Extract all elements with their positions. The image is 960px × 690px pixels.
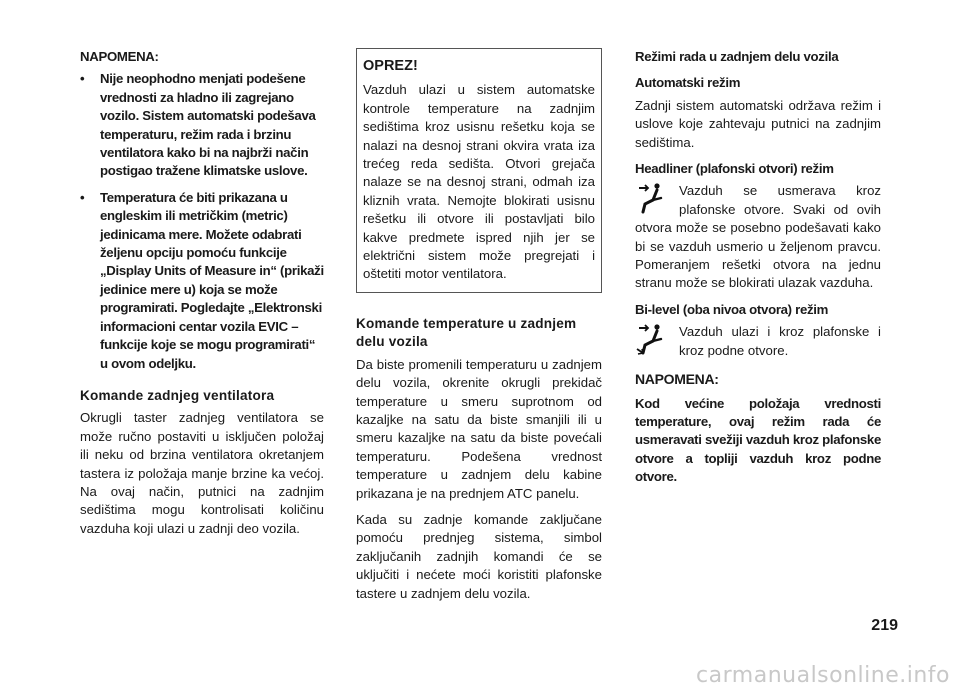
caution-title: OPREZ!: [363, 58, 418, 74]
bilevel-mode-icon: [635, 323, 675, 357]
page-number: 219: [871, 617, 898, 634]
caution-box: [356, 48, 602, 293]
headliner-mode-heading: Headliner (plafonski otvori) režim: [635, 161, 834, 177]
fan-controls-text: Okrugli taster zadnjeg ventilatora se može ručno postaviti u isključen položaj ili neku od brzina ventilatora okretanjem tastera iz položaja manje brzine ka većoj. Na ovaj način, putnici na zadnjim sedištima mogu kontrolisati količinu vazduha koji ulazi u zadnji deo vozila.: [80, 410, 324, 536]
note-heading-right: NAPOMENA:: [635, 371, 719, 388]
auto-mode-heading: Automatski režim: [635, 75, 741, 91]
note-bullet: • Nije neophodno menjati podešene vrednosti za hladno ili zagrejano vozilo. Sistem automatski podešava temperaturu, režim rada i brzinu ventilatora kako bi na najbrži način postigao tražene klimatske uslove.: [80, 70, 324, 180]
headliner-mode-block: [635, 182, 881, 292]
bilevel-mode-block: [635, 323, 881, 360]
rear-modes-heading: Režimi rada u zadnjem delu vozila: [635, 49, 839, 64]
column-middle: [356, 48, 602, 611]
column-left: [80, 48, 324, 546]
temperature-text-2: Kada su zadnje komande zaključane pomoću prednjeg sistema, simbol zaključanih zadnjih komandi će se uključiti i nećete moći koristiti plafonske tastere u zadnjem delu vozila.: [356, 511, 602, 601]
column-right: [635, 48, 881, 487]
watermark: carmanualsonline.info: [696, 663, 950, 688]
bilevel-mode-heading: Bi-level (oba nivoa otvora) režim: [635, 301, 829, 317]
note-bullet: • Temperatura će biti prikazana u engleskim ili metričkim (metric) jedinicama mere. Možete odabrati željenu opciju pomoću funkcije „Display Units of Measure in“ (prikaži jedinice mere u) koja se može programirati. Pogledajte „Elektronski informacioni centar vozila EVIC – funkcije koje se mogu programirati“ u ovom odeljku.: [80, 189, 324, 373]
note-list: [80, 70, 324, 373]
bilevel-mode-text: Vazduh ulazi i kroz plafonske i kroz podne otvore.: [679, 324, 881, 358]
note-text-right: Kod većine položaja vrednosti temperature, ovaj režim rada će usmeravati svežiji vazduh kroz plafonske otvore a topliji vazduh kroz podne otvore.: [635, 395, 881, 485]
note-heading: NAPOMENA:: [80, 49, 159, 64]
auto-mode-text: Zadnji sistem automatski održava režim i uslove koje zahtevaju putnici na zadnjim sedištima.: [635, 97, 881, 150]
caution-text: Vazduh ulazi u sistem automatske kontrole temperature na zadnjim sedištima kroz usisnu rešetku koja se nalazi na desnoj strani okvira vrata iza trećeg reda sedišta. Otvori grejača nalaze se na desnoj strani, odmah iza kliznih vrata. Nemojte blokirati usisnu rešetku ili otvore ili postavljati bilo kakve predmete ispred njih jer se električni sistem može pregrejati i oštetiti motor ventilatora.: [363, 82, 595, 282]
temperature-controls-heading: Komande temperature u zadnjem delu vozila: [356, 315, 577, 350]
fan-controls-heading: Komande zadnjeg ventilatora: [80, 387, 275, 403]
headliner-mode-text: Vazduh se usmerava kroz plafonske otvore. Svaki od ovih otvora može se posebno podešavati kako bi se vazduh usmerio u željenom pravcu. Pomeranjem rešetki otvora na jednu stranu može se blokirati ulazak vazduha.: [635, 183, 881, 291]
headliner-mode-icon: [635, 182, 675, 216]
temperature-text-1: Da biste promenili temperaturu u zadnjem delu vozila, okrenite okrugli prekidač temperature u smeru suprotnom od kazaljke na satu da biste smanjili ili u smeru kazaljke na satu da biste povećali temperaturu. Podešena vrednost temperature u zadnjem delu kabine prikazana je na prednjem ATC panelu.: [356, 356, 602, 501]
